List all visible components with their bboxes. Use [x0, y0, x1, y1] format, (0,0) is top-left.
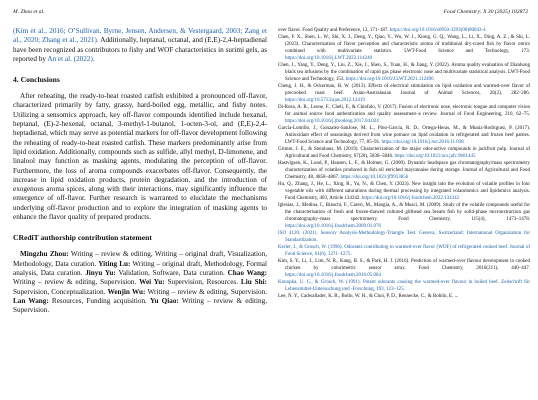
reference-link[interactable]: https://doi.org/10.1016/j.foodchem.2016.05.084 — [285, 273, 382, 278]
reference-link[interactable]: https://doi.org/10.1016/s0950-3293(00)00043-4 — [389, 28, 486, 33]
reference-text: Chen, J., Yang, Y., Deng, Y., Liu, Z., Xie, J., Shen, S., Yuan, H., & Jiang, Y. (2022). Aroma quality evaluation of Dianhong black tea infusions by the combination of rapid gas phase electronic nose and multivariate statistical analysis. LWT-Food Science and Technology, 153. — [278, 63, 530, 82]
reference-entry — [278, 34, 530, 62]
reference-entry — [278, 258, 530, 279]
reference-entry — [278, 62, 530, 83]
reference-link[interactable]: https://doi.org/10.1016/j.foodchem.2009.01.076 — [285, 224, 382, 229]
credit-heading: CRediT authorship contribution statement — [13, 233, 152, 243]
citation-link[interactable]: (Kim et al., 2016; O’Sullivan, Byrne, Jensen, Andersen, & Vestergaard, 2003; Zang et al., 2020; Zhang et al., 2021). — [13, 27, 267, 45]
contribution-roles: Writing – original draft, Methodology, Formal analysis, Data curation. — [13, 259, 267, 277]
left-column — [13, 27, 267, 315]
reference-link[interactable]: https://doi.org/10.1021/jf991385b — [340, 175, 409, 180]
reference-entry — [278, 230, 530, 244]
running-header-authors: M. Zhou et al. — [13, 9, 45, 15]
reference-link[interactable]: https://doi.org/10.5713/ajas.2012.12419 — [285, 98, 365, 103]
reference-link[interactable]: https://doi.org/10.1016/j.lwt.2016.11.038 — [381, 140, 464, 145]
reference-entry — [278, 146, 530, 160]
contribution-roles: Writing – review & editing, Supervision. — [13, 296, 267, 315]
reference-text: Chen, F. X., Shen, L. W., Shi, X. J., Deng, Y., Qiao, Y., Wu, W. J., Xiong, G. Q., Wang, L., Li, X., Ding, A. Z., & Shi, L. (2023). Characterization of flavor perception and characteristic aroma of traditional dry-cured fish by flavor omics combined with multivariate statistics. LWT-Food Science and Technology, 173. — [278, 35, 530, 54]
contributor-name: Wei Yu: — [139, 278, 165, 287]
contributor-name: Jinyu Yu: — [85, 268, 116, 277]
contribution-roles: Validation, Software, Data curation. — [115, 268, 228, 277]
reference-entry — [278, 160, 530, 181]
contribution-roles: Writing – review & editing, Supervision. — [13, 278, 140, 287]
contribution-roles: Resources, Funding acquisition. — [48, 296, 150, 305]
running-header-journal: Food Chemistry: X 30 (2025) 102872 — [443, 9, 528, 15]
reference-link[interactable]: https://doi.org/10.1016/j.jfoodeng.2017.04.024 — [285, 119, 379, 124]
contributor-name: Liu Shi: — [240, 278, 267, 287]
contribution-roles: Writing – review & editing, Supervision. — [145, 287, 267, 296]
reference-text: over flavor. Food Quality and Preference, 12, 171–187. — [278, 28, 390, 33]
credit-paragraph — [13, 250, 267, 315]
reference-text: García-Lomillo, J., Gonzalez-SanJose, M. L., Pino-García, R. D., Ortega-Heras, M., & Muniz-Rodriguez, P. (2017). Antioxidant effect of seasonings derived from wine pomace on lipid oxidation in refrigerated and frozen beef patties. LWT-Food Science and Technology, 77, 85–91. — [278, 126, 530, 145]
reference-entry — [278, 293, 530, 300]
contribution-roles: Supervision, Resources. — [164, 278, 241, 287]
intro-text: Additionally, heptanal, octanal, and (E,E)-2,4-heptadienal have been recognized as contributors to fishy and WOF characteristics in surimi gels, as reported by — [13, 36, 267, 63]
contribution-roles: Supervision, Conceptualization. — [13, 287, 108, 296]
reference-entry — [278, 125, 530, 146]
reference-text: Kim, S. Y., Li, J., Lim, N. R., Kang, B. S., & Park, H. J. (2016). Prediction of warmed-over flavour development in cooked chicken by colorimetric sensor array. Food Chemistry, 2016(211), 440–447. — [278, 259, 530, 271]
reference-text: Cheng, J. H., & Ockerman, H. W. (2013). Effects of electrical stimulation on lipid oxidation and warmed-over flavor of precooked roast beef. Asian-Australasian Journal of Animal Sciences, 26(2), 282–286. — [278, 84, 530, 96]
citation-link[interactable]: An et al. (2022). — [47, 54, 95, 63]
contributor-name: Mingzhu Zhou: — [20, 250, 69, 259]
reference-link[interactable]: https://doi.org/10.1016/J.LWT.2021.112496 — [345, 77, 434, 82]
reference-text: Di-Rosa, A. R., Leone, F., Cheli, F., & Chiofalo, V. (2017). Fusion of electronic nose, electronic tongue and computer vision for animal source food authentication and quality assessment–a review. Journal of Food Engineering, 210, 62–75. — [278, 105, 530, 117]
reference-link[interactable]: Konopka, U. C., & Grosch, W. (1991). Potent odorants causing the warmed-over flavour in boiled beef. Zeitschrift für Lebensmittel-Untersuchung und -Forschung, 193, 123–125. — [278, 280, 530, 292]
conclusions-paragraph: After reheating, the ready-to-heat roasted catfish exhibited a pronounced off-flavor, characterized primarily by fatty, grassy, hard-boiled egg, metallic, and fishy notes. Utilizing a sensomics approach, key off-flavor compounds identified include hexanal, heptanal, (E)-2-hexenal, octanal, 3-methyl-1-butanol, 1-octen-3-ol, and (E,E)-2,4-heptadienal, which may serve as potential markers for off-flavor development following the reheating of ready-to-heat roasted catfish. These markers predominantly arise from lipid oxidation. Additionally, compounds such as sulfide, allyl methyl, D-limonene, and linalool may function as masking agents, modulating the perception of off-flavor. Furthermore, the loss of aroma compounds exacerbates off-flavor. Consequently, the increase in lipid oxidation products, protein degradation, and the introduction of exogenous aroma spices, along with their interactions, may significantly influence the emergence of off-flavor. Further research is warranted to elucidate the mechanisms underlying off-flavor production and to explore the integration of masking agents to enhance the flavor quality of prepared products. — [13, 92, 267, 222]
reference-entry — [278, 279, 530, 293]
contributor-name: Chao Wang: — [227, 268, 267, 277]
reference-text: Grimm, J. E., & Steinhaus, M. (2019). Characterization of the major odor-active compounds in jackfruit pulp. Journal of Agricultural and Food Chemistry, 67(20), 5838–5846. — [278, 147, 530, 159]
reference-text: Lee, N. Y., Cadwallader, K. R., Bolin, W. H., & Choi, P. D., Rennecke, C., & Bohlin, E. ... — [278, 294, 459, 299]
conclusions-heading: 4. Conclusions — [13, 75, 60, 85]
reference-text: Iglesias, J., Medina, I., Bianchi, F., Careri, M., Mangia, A., & Musci, M. (2009). Study of the volatile compounds useful for the characterisation of fresh and frozen-thawed cultured gilthead sea bream fish by solid-phase microextraction gas chromatography–mass spectrometry. Food Chemistry, 115(4), 1473–1478. — [278, 203, 530, 222]
contributor-name: Lan Wang: — [13, 296, 49, 305]
contributor-name: Yu Qiao: — [150, 296, 179, 305]
reference-entry — [278, 104, 530, 125]
contributor-name: Yiting Lu: — [98, 259, 131, 268]
reference-entry — [278, 202, 530, 230]
reference-link[interactable]: https://doi.org/10.1021/acs.jafc.9b01445 — [394, 154, 476, 159]
reference-entry — [278, 83, 530, 104]
reference-entry — [278, 27, 530, 34]
reference-text: Hastvigsen, K., Lund, P., Hansen, L. F., & Holmer, G. (2000). Dynamic headspace gas chromatography/mass spectrometry characterization of volatiles produced in fish oil enriched mayonnaise during storage. Journal of Agricultural and Food Chemistry, 48, 4858–4867. — [278, 161, 530, 180]
reference-link[interactable]: https://doi.org/10.1016/j.foodchem.2022.134342 — [361, 196, 460, 201]
reference-entry — [278, 244, 530, 258]
intro-paragraph — [13, 27, 267, 64]
references-column — [278, 27, 530, 300]
reference-link[interactable]: https://doi.org/10.1016/j.LWT.2022.114240 — [285, 56, 373, 61]
reference-text: Hu, Q., Zhang, J., He, L., Xing, R., Yu, N., & Chen, Y. (2023). New insight into the evolution of volatile profiles in four vegetable oils with different saturations during thermal processing by integrated volatolomics and lipidomics analysis. Food Chemistry, 403, Article 134342. — [278, 182, 530, 201]
reference-entry — [278, 181, 530, 202]
reference-link[interactable]: Kerler, J., & Grosch, W. (1996). Odorants contributing to warmed-over flavor (WOF) of refrigerated cooked beef. Journal of Food Science, 61(6), 1271–1275. — [278, 245, 530, 257]
contribution-roles: Writing – review & editing, Writing – original draft, Visualization, Methodology, Data curation. — [13, 250, 267, 268]
reference-link[interactable]: ISO 4120. (2021). Sensory Analysis-Methodology-Triangle Test. Geneva, Switzerland: International Organization for Standardization. — [278, 231, 530, 243]
contributor-name: Wenjin Wu: — [107, 287, 146, 296]
